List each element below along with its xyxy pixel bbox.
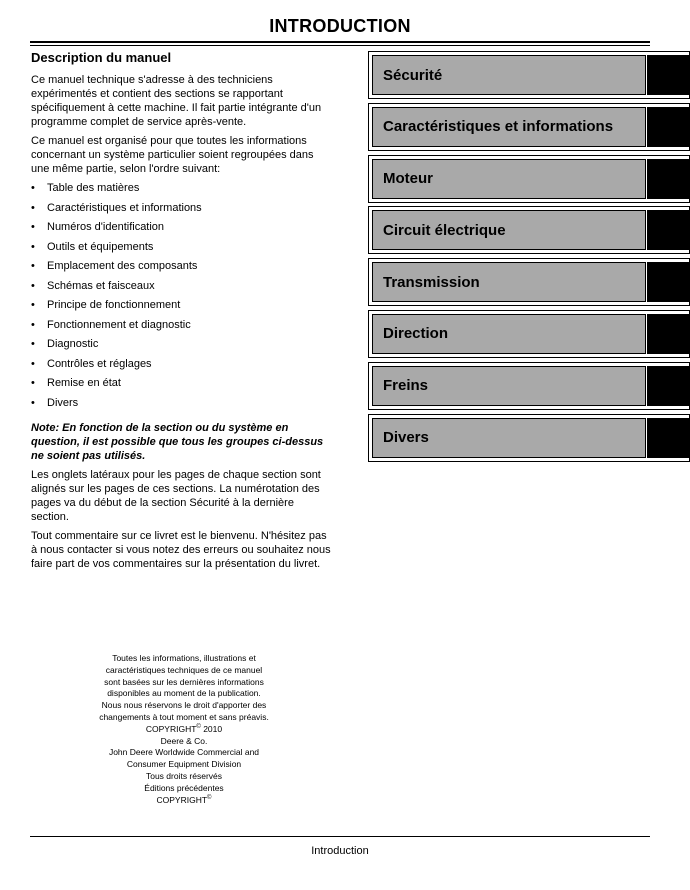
rights-reserved: Tous droits réservés — [145, 770, 223, 781]
division-name: John Deere Worldwide Commercial and Consumer Equipment Division — [108, 747, 260, 770]
list-item: • Divers — [31, 396, 79, 409]
previous-editions: Éditions précédentes — [144, 782, 224, 793]
tab-marker — [647, 210, 689, 250]
feedback-paragraph: Tout commentaire sur ce livret est le bienvenu. N'hésitez pas à nous contacter si vous notez des erreurs ou souhaitez nous faire part de vos commentaires sur la présentation du livret. — [31, 530, 331, 570]
tab-label: Moteur — [372, 159, 646, 199]
bullet-icon: • — [31, 279, 35, 292]
page-footer: Introduction — [311, 845, 369, 857]
bullet-icon: • — [31, 396, 35, 409]
bullet-icon: • — [31, 318, 35, 331]
tab-label: Freins — [372, 366, 646, 406]
tab-freins[interactable] — [368, 362, 690, 410]
tab-marker — [647, 55, 689, 95]
header-rule — [30, 41, 650, 43]
tab-caracteristiques[interactable] — [368, 103, 690, 151]
bullet-icon: • — [31, 299, 35, 311]
section-order-list — [31, 181, 331, 415]
list-item: • Emplacement des composants — [31, 260, 198, 272]
organization-paragraph: Ce manuel est organisé pour que toutes les informations concernant un système particulier soient regroupées dans une même partie, selon l'ordre suivant: — [31, 135, 314, 175]
list-item: • Fonctionnement et diagnostic — [31, 318, 191, 331]
footer-rule — [30, 836, 650, 837]
tab-direction[interactable] — [368, 310, 690, 358]
tab-marker — [647, 262, 689, 302]
tab-marker — [647, 107, 689, 147]
tab-transmission[interactable] — [368, 258, 690, 306]
page-title: INTRODUCTION — [269, 16, 411, 36]
tab-label: Sécurité — [372, 55, 646, 95]
tab-securite[interactable] — [368, 51, 690, 99]
copyright-symbol: © — [196, 723, 201, 730]
bullet-icon: • — [31, 338, 35, 350]
tab-label: Transmission — [372, 262, 646, 302]
section-tabs — [368, 51, 690, 465]
copyright-line-2: COPYRIGHT© — [156, 794, 212, 805]
company-name: Deere & Co. — [160, 735, 208, 746]
list-item: • Caractéristiques et informations — [31, 201, 202, 214]
tab-marker — [647, 418, 689, 458]
manual-description — [31, 50, 331, 576]
list-item: • Remise en état — [31, 377, 121, 389]
copyright-symbol: © — [207, 794, 212, 801]
tab-label: Circuit électrique — [372, 210, 646, 250]
intro-paragraph: Ce manuel technique s'adresse à des techniciens expérimentés et contient des sections se rapportant spécifiquement à cette machine. Il fait partie intégrante d'un programme complet de service après-vente. — [31, 74, 322, 128]
bullet-icon: • — [31, 182, 35, 194]
bullet-icon: • — [31, 240, 35, 253]
note-text: Note: En fonction de la section ou du système en question, il est possible que tous les groupes ci-dessus ne soient pas utilisés. — [31, 422, 324, 462]
tab-marker — [647, 314, 689, 354]
tab-label: Caractéristiques et informations — [372, 107, 646, 147]
tab-label: Direction — [372, 314, 646, 354]
tab-label: Divers — [372, 418, 646, 458]
copyright-notice — [98, 653, 270, 806]
header-rule-thin — [30, 45, 650, 46]
tab-marker — [647, 159, 689, 199]
bullet-icon: • — [31, 201, 35, 214]
list-item: • Principe de fonctionnement — [31, 299, 181, 311]
copyright-line: COPYRIGHT© 2010 — [145, 723, 223, 734]
list-item: • Table des matières — [31, 182, 140, 194]
tab-divers[interactable] — [368, 414, 690, 462]
tabs-paragraph: Les onglets latéraux pour les pages de chaque section sont alignés sur les pages de ces sections. La numérotation des pages va du début de la section Sécurité à la dernière section. — [31, 469, 321, 523]
bullet-icon: • — [31, 377, 35, 389]
tab-moteur[interactable] — [368, 155, 690, 203]
list-item: • Schémas et faisceaux — [31, 279, 155, 292]
disclaimer-text: Toutes les informations, illustrations et caractéristiques techniques de ce manuel sont basées sur les dernières informations disponibles au moment de la publication. Nous nous réservons le droit d'apporter des changements à tout moment et sans préavis. — [99, 653, 269, 722]
list-item: • Outils et équipements — [31, 240, 154, 253]
tab-circuit-electrique[interactable] — [368, 206, 690, 254]
tab-marker — [647, 366, 689, 406]
section-heading: Description du manuel — [31, 50, 172, 65]
list-item: • Numéros d'identification — [31, 221, 165, 233]
bullet-icon: • — [31, 260, 35, 272]
bullet-icon: • — [31, 357, 35, 370]
bullet-icon: • — [31, 221, 35, 233]
list-item: • Contrôles et réglages — [31, 357, 152, 370]
list-item: • Diagnostic — [31, 338, 99, 350]
